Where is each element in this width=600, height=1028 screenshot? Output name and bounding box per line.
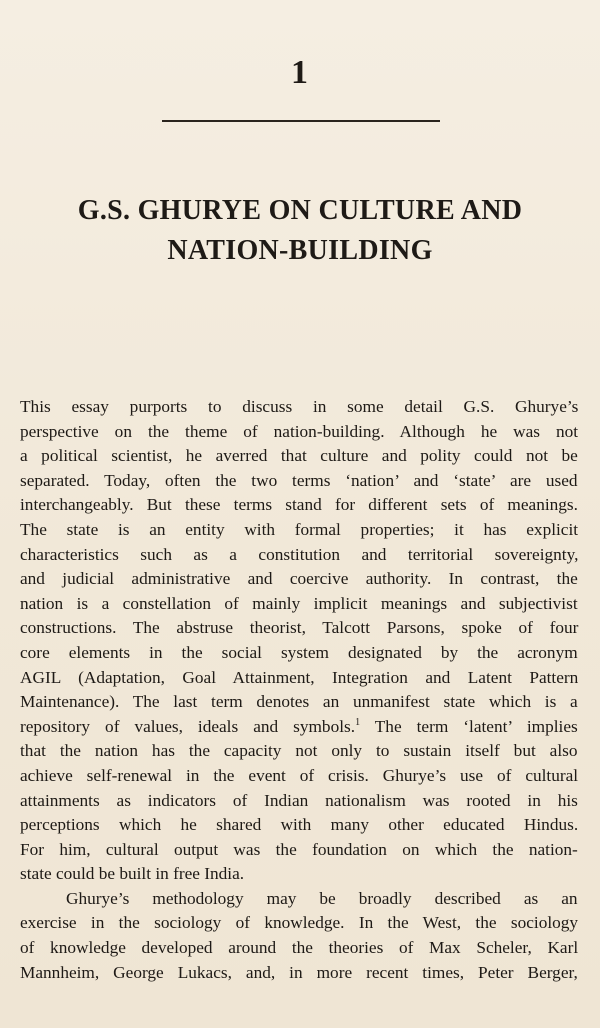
text-line: The state is an entity with formal properties; it has explicit (20, 519, 579, 539)
text-line-with-footnote (20, 715, 578, 740)
chapter-title-line: G.S. GHURYE ON CULTURE AND (77, 195, 523, 226)
text-line: Maintenance). The last term denotes an unmanifest state which is a (20, 692, 578, 712)
text-segment: repository of values, ideals and symbols. (20, 716, 356, 736)
text-line: interchangeably. But these terms stand for different sets of meanings. (20, 495, 578, 515)
chapter-divider (162, 120, 440, 122)
chapter-title (20, 191, 580, 271)
text-line: state could be built in free India. (20, 864, 245, 884)
text-line: exercise in the sociology of knowledge. In the West, the sociology (20, 913, 579, 933)
chapter-title-line: NATION-BUILDING (167, 235, 433, 266)
text-line: For him, cultural output was the foundation on which the nation- (20, 839, 578, 859)
body-text (20, 395, 578, 985)
text-line: AGIL (Adaptation, Goal Attainment, Integration and Latent Pattern (20, 667, 579, 687)
paragraph (20, 887, 578, 985)
text-segment: The term ‘latent’ implies (360, 716, 578, 736)
paragraph (20, 395, 578, 887)
text-line: core elements in the social system designated by the acronym (20, 642, 578, 662)
text-line: perspective on the theme of nation-building. Although he was not (20, 421, 579, 441)
text-line: of knowledge developed around the theories of Max Scheler, Karl (20, 938, 579, 958)
text-line: attainments as indicators of Indian nationalism was rooted in his (20, 790, 578, 810)
chapter-number: 1 (291, 54, 309, 91)
text-line: constructions. The abstruse theorist, Talcott Parsons, spoke of four (20, 618, 579, 638)
text-line: achieve self-renewal in the event of crisis. Ghurye’s use of cultural (20, 765, 579, 785)
text-line: Ghurye’s methodology may be broadly described as an (66, 888, 578, 908)
text-line: characteristics such as a constitution and territorial sovereignty, (20, 544, 579, 564)
text-line: This essay purports to discuss in some detail G.S. Ghurye’s (20, 397, 579, 416)
text-line: and judicial administrative and coercive authority. In contrast, the (20, 569, 578, 589)
text-line: that the nation has the capacity not only to sustain itself but also (20, 741, 578, 761)
footnote-marker: 1 (355, 716, 361, 728)
text-line: nation is a constellation of mainly implicit meanings and subjectivist (20, 593, 578, 613)
text-line: Mannheim, George Lukacs, and, in more recent times, Peter Berger, (20, 962, 578, 982)
text-line: a political scientist, he averred that culture and polity could not be (20, 446, 578, 466)
text-line: perceptions which he shared with many other educated Hindus. (20, 815, 579, 835)
text-line: separated. Today, often the two terms ‘nation’ and ‘state’ are used (20, 470, 578, 490)
